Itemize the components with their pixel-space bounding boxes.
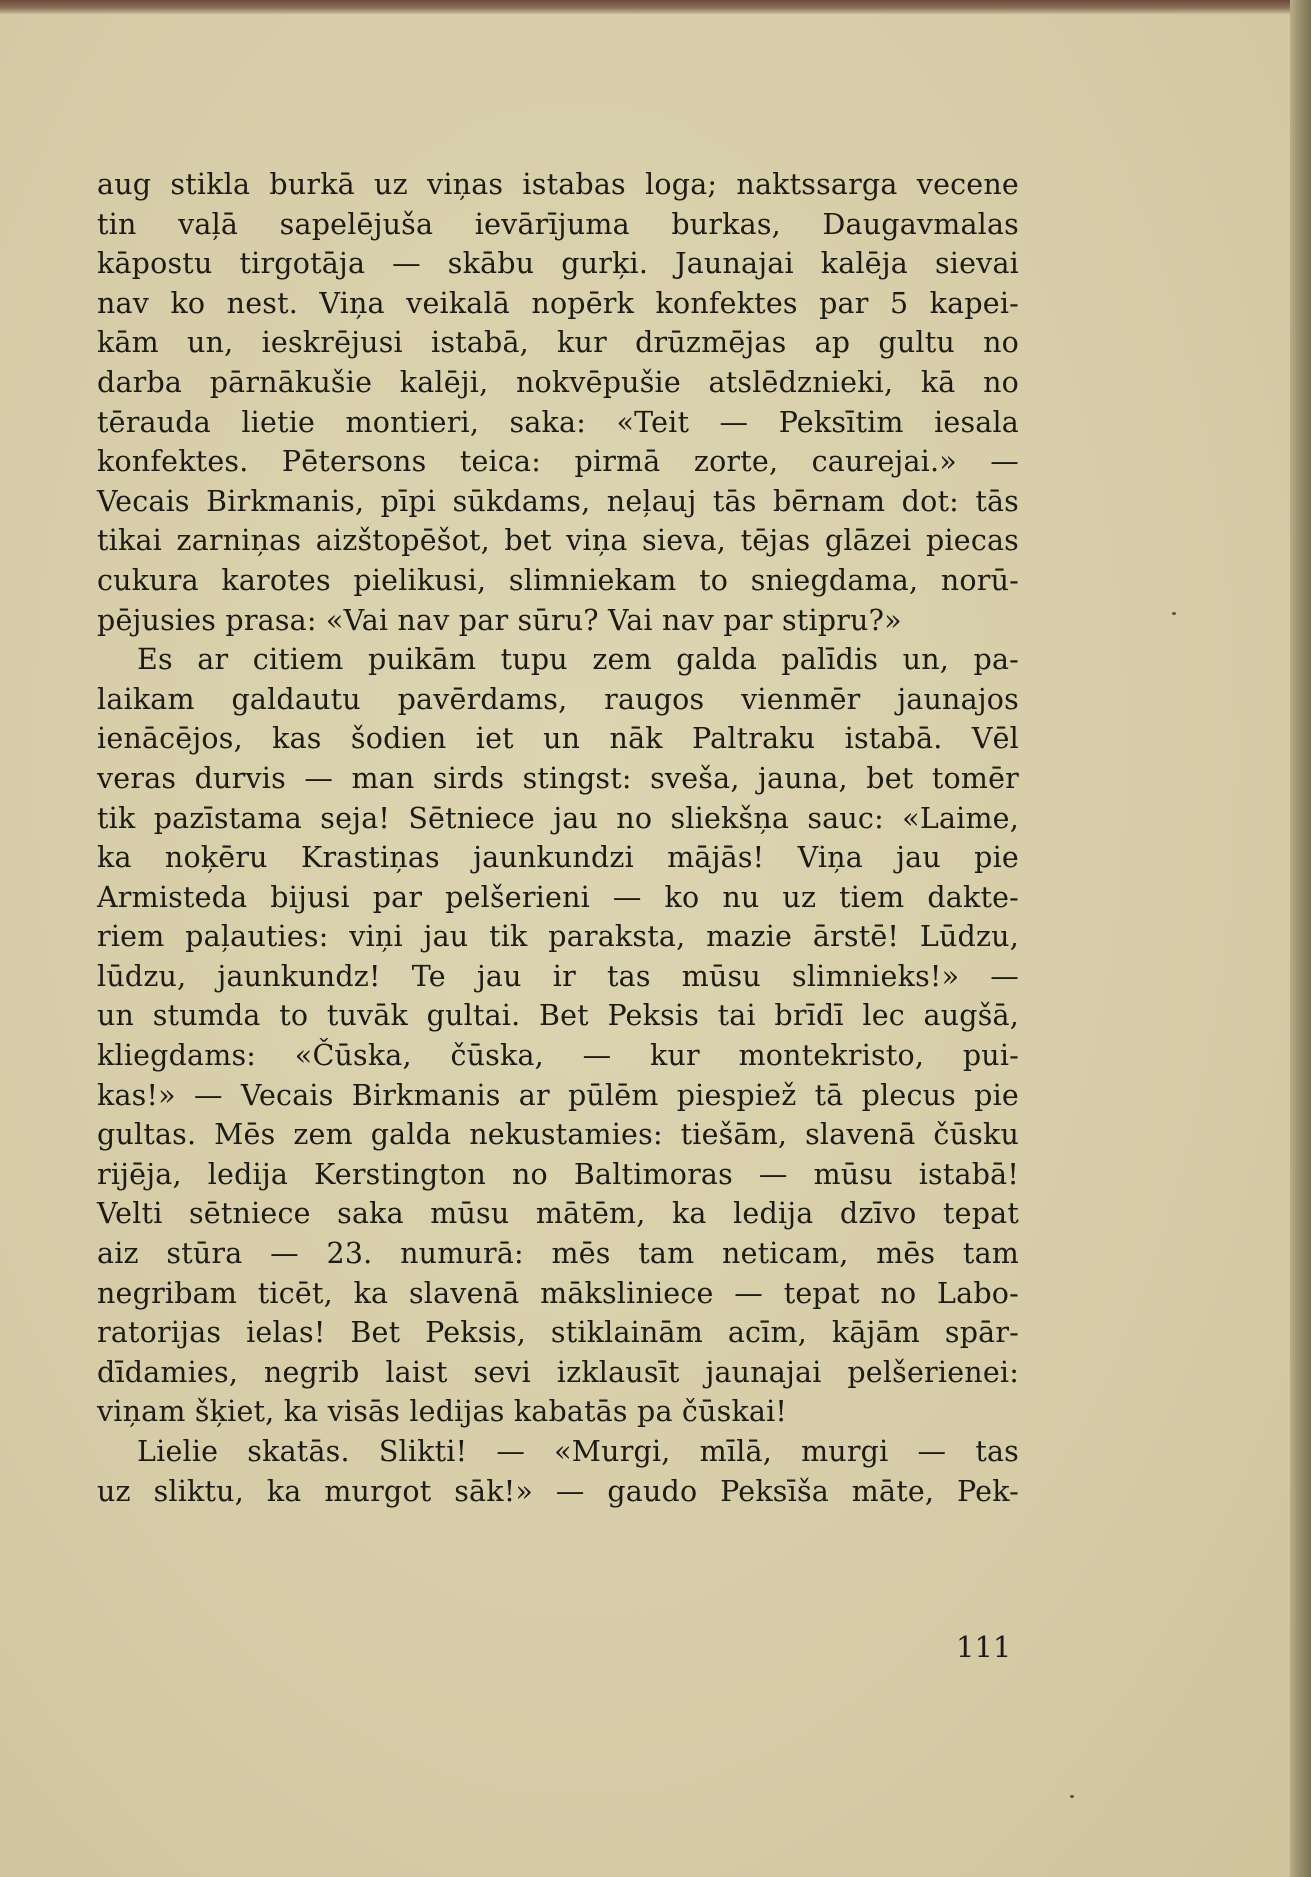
text-line: nav ko nest. Viņa veikalā nopērk konfektes par 5 kapei- [97, 286, 1019, 320]
text-line: ratorijas ielas! Bet Peksis, stiklainām acīm, kājām spār- [97, 1316, 1019, 1350]
text-line: uz sliktu, ka murgot sāk!» — gaudo Peksīša māte, Pek- [97, 1474, 1019, 1508]
text-line: Vecais Birkmanis, pīpi sūkdams, neļauj tās bērnam dot: tās [97, 484, 1019, 518]
text-line: tērauda lietie montieri, saka: «Teit — Peksītim iesala [97, 405, 1019, 439]
text-line: kliegdams: «Čūska, čūska, — kur montekristo, pui- [97, 1039, 1019, 1073]
text-line: aiz stūra — 23. numurā: mēs tam neticam, mēs tam [97, 1237, 1019, 1271]
text-line: pējusies prasa: «Vai nav par sūru? Vai nav par stipru?» [97, 603, 902, 637]
text-line: kas!» — Vecais Birkmanis ar pūlēm piespiež tā plecus pie [97, 1078, 1019, 1112]
text-line: laikam galdautu pavērdams, raugos vienmēr jaunajos [97, 682, 1019, 716]
text-line: aug stikla burkā uz viņas istabas loga; naktssarga vecene [97, 168, 1019, 201]
text-line: kām un, ieskrējusi istabā, kur drūzmējas ap gultu no [97, 326, 1019, 360]
text-line: Es ar citiem puikām tupu zem galda palīdis un, pa- [137, 643, 1019, 677]
page-number: 111 [956, 1630, 1012, 1664]
page-top-edge [0, 0, 1290, 14]
text-line: riem paļauties: viņi jau tik paraksta, mazie ārstē! Lūdzu, [97, 920, 1019, 954]
text-line: un stumda to tuvāk gultai. Bet Peksis tai brīdī lec augšā, [97, 999, 1019, 1033]
text-line: darba pārnākušie kalēji, nokvēpušie atslēdznieki, kā no [97, 365, 1019, 399]
text-line: Armisteda bijusi par pelšerieni — ko nu uz tiem dakte- [97, 880, 1019, 914]
text-line: konfektes. Pētersons teica: pirmā zorte, caurejai.» — [97, 445, 1019, 479]
text-line: Lielie skatās. Slikti! — «Murgi, mīlā, murgi — tas [137, 1435, 1019, 1468]
text-line: viņam šķiet, ka visās ledijas kabatās pa čūskai! [97, 1395, 788, 1429]
text-line: kāpostu tirgotāja — skābu gurķi. Jaunajai kalēja sievai [97, 247, 1019, 281]
text-line: lūdzu, jaunkundz! Te jau ir tas mūsu slimnieks!» — [97, 959, 1019, 993]
text-line: ienācējos, kas šodien iet un nāk Paltraku istabā. Vēl [97, 722, 1019, 756]
text-line: negribam ticēt, ka slavenā māksliniece — tepat no Labo- [97, 1276, 1019, 1310]
text-line: veras durvis — man sirds stingst: sveša, jauna, bet tomēr [97, 761, 1019, 795]
text-line: Velti sētniece saka mūsu mātēm, ka ledija dzīvo tepat [97, 1197, 1019, 1231]
text-line: dīdamies, negrib laist sevi izklausīt jaunajai pelšerienei: [97, 1355, 1019, 1389]
text-line: rijēja, ledija Kerstington no Baltimoras — mūsu istabā! [97, 1157, 1019, 1191]
text-line: cukura karotes pielikusi, slimniekam to sniegdama, norū- [97, 563, 1019, 597]
text-line: ka noķēru Krastiņas jaunkundzi mājās! Viņa jau pie [97, 841, 1019, 875]
text-line: tik pazīstama seja! Sētniece jau no sliekšņa sauc: «Laime, [97, 801, 1019, 835]
body-text [97, 165, 1019, 1511]
text-line: gultas. Mēs zem galda nekustamies: tiešām, slavenā čūsku [97, 1118, 1019, 1152]
text-line: tin vaļā sapelējuša ievārījuma burkas, Daugavmalas [97, 207, 1019, 241]
page-right-edge [1290, 0, 1311, 1877]
paper-speck [1070, 1795, 1074, 1798]
paper-speck [1172, 612, 1176, 615]
text-line: tikai zarniņas aizštopēšot, bet viņa sieva, tējas glāzei piecas [97, 524, 1019, 558]
